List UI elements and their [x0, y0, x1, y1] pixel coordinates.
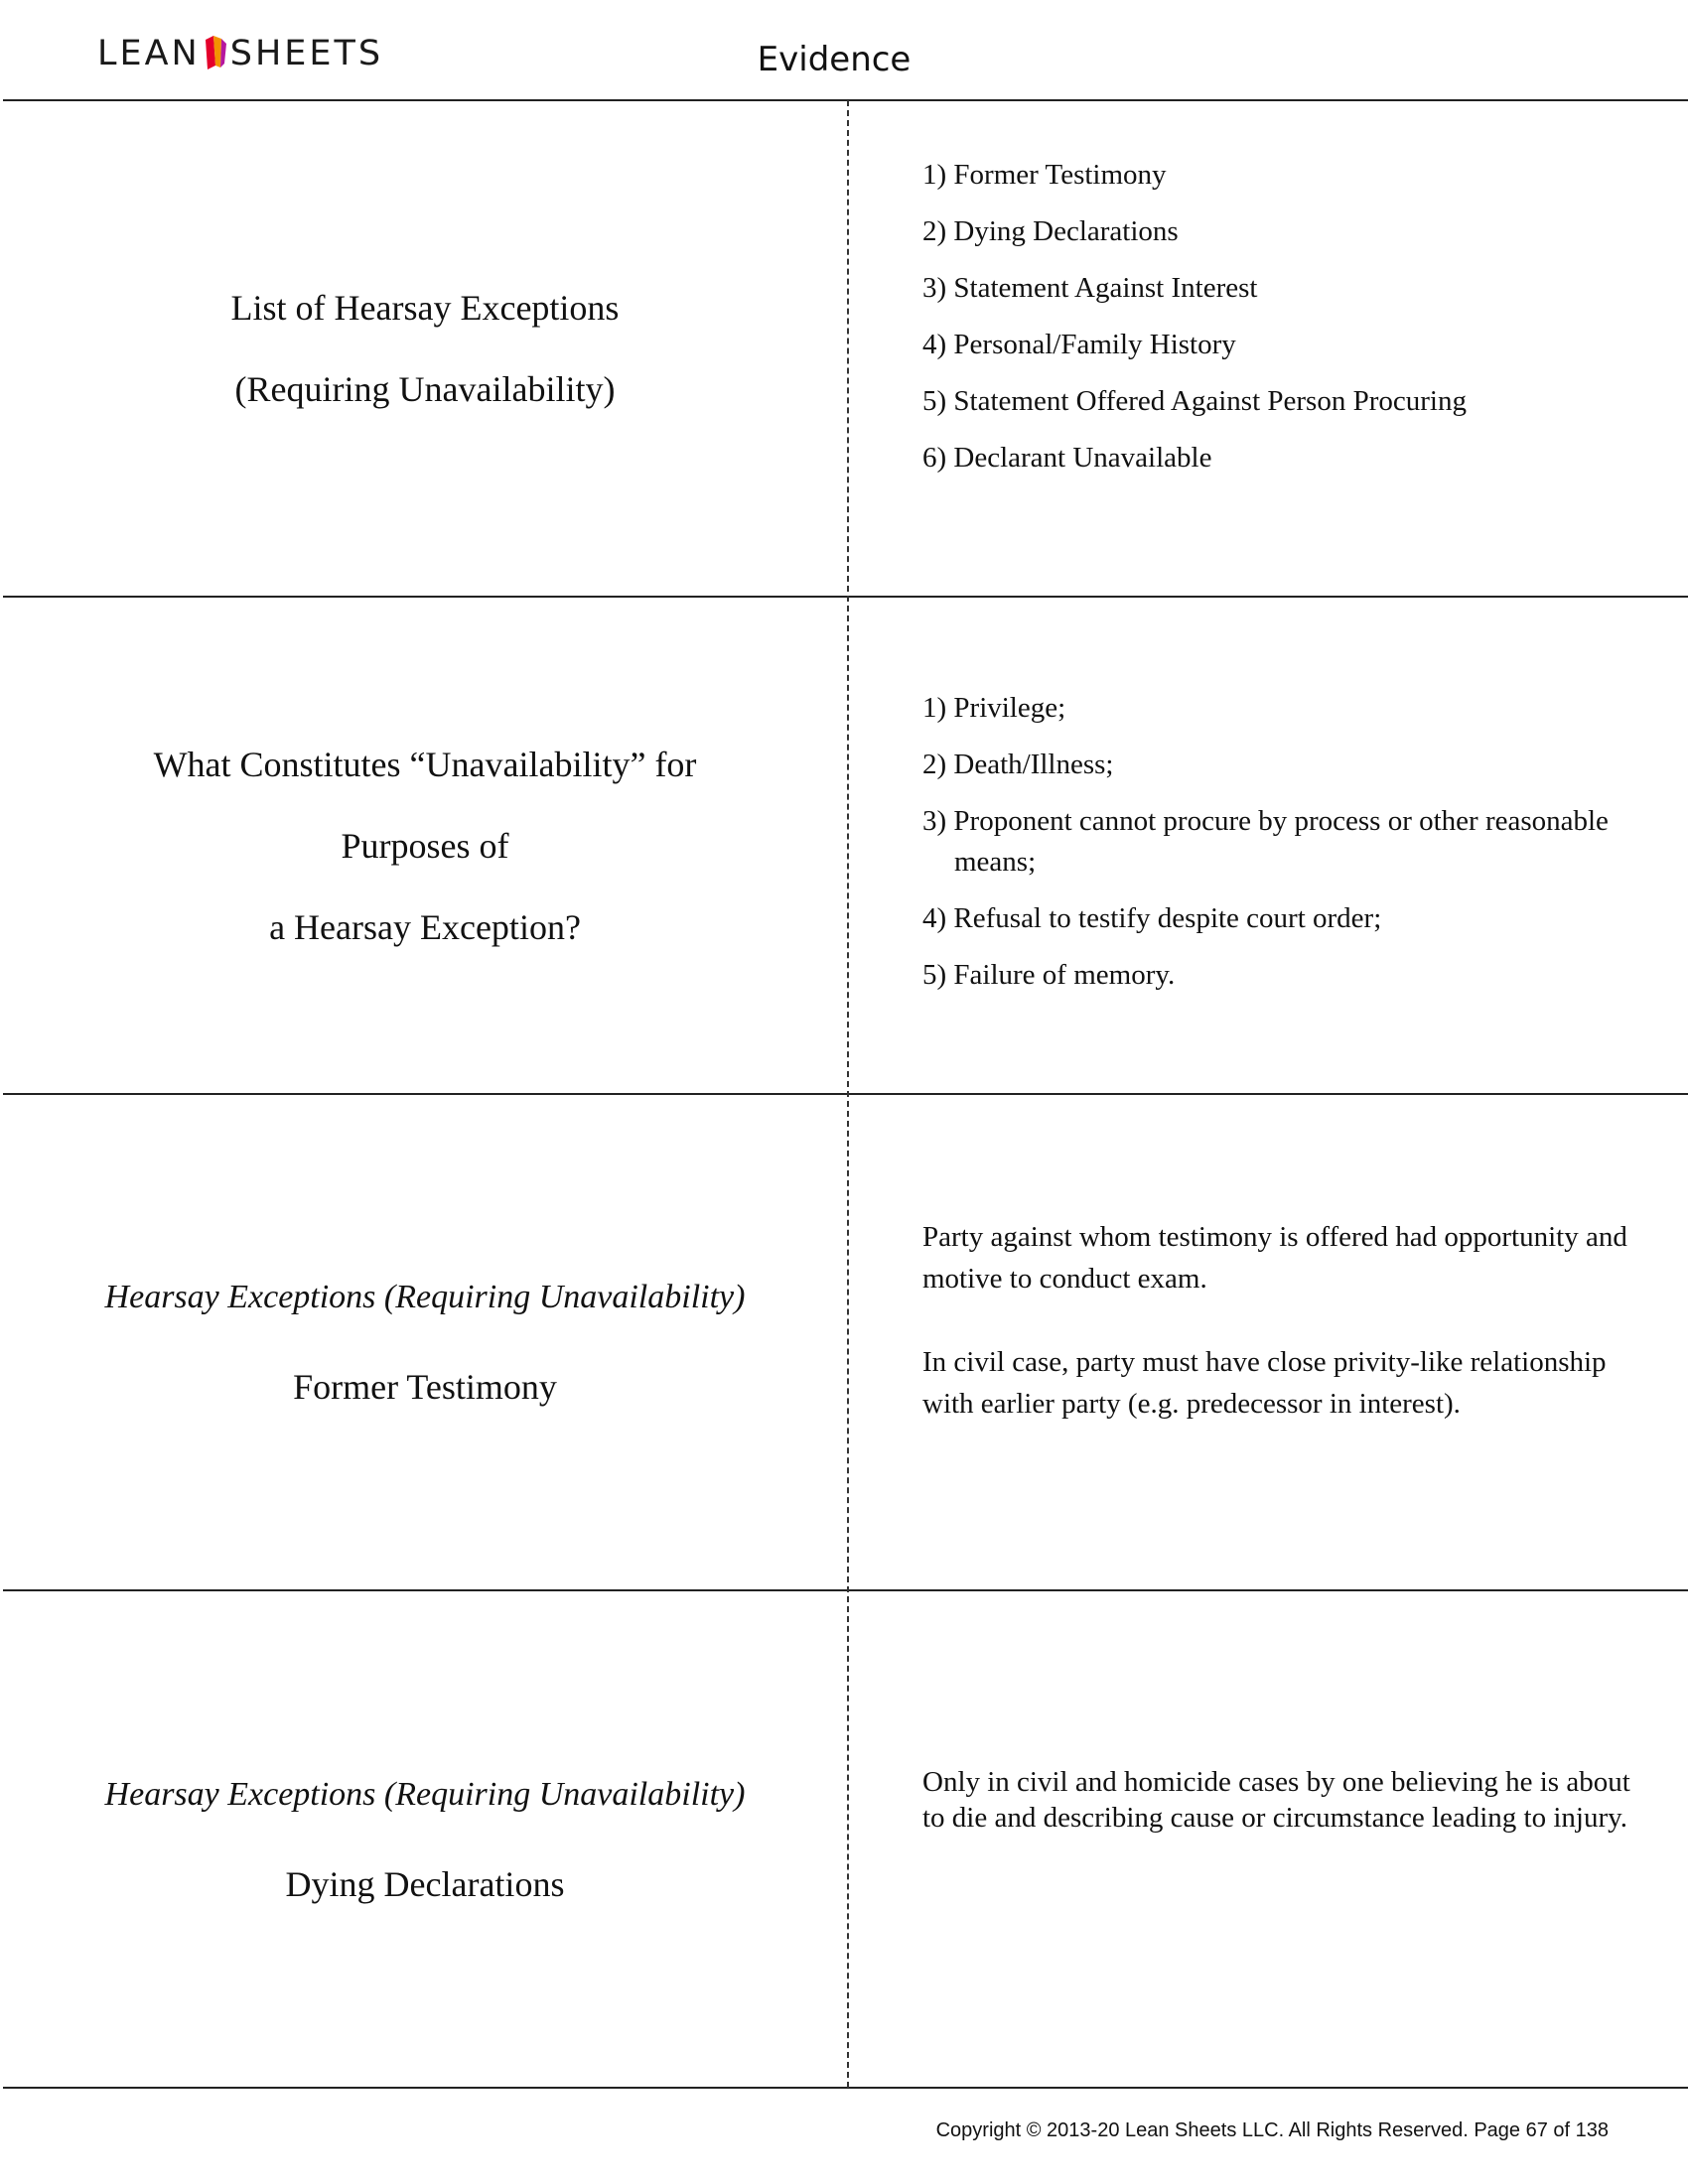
answer-list	[922, 155, 1637, 478]
topic-label: Dying Declarations	[285, 1863, 565, 1904]
list-item: 2) Death/Illness;	[922, 749, 1114, 780]
page-header	[0, 0, 1688, 100]
question-line: What Constitutes “Unavailability” for	[153, 744, 697, 784]
card-3-answer	[922, 1216, 1637, 1466]
answer-list	[922, 688, 1637, 996]
question-line: List of Hearsay Exceptions	[230, 288, 620, 328]
card-1-question	[3, 101, 847, 596]
list-item: 4) Refusal to testify despite court order;	[922, 902, 1382, 934]
question-line: Purposes of	[341, 825, 509, 866]
card-4-answer	[922, 1764, 1637, 1877]
answer-paragraph: Party against whom testimony is offered had opportunity and motive to conduct exam.	[922, 1221, 1627, 1295]
list-item: 4) Personal/Family History	[922, 329, 1236, 360]
list-item: 2) Dying Declarations	[922, 215, 1179, 247]
fold-line	[847, 100, 849, 2088]
list-item: 3) Statement Against Interest	[922, 272, 1258, 304]
list-item: 5) Statement Offered Against Person Procuring	[922, 385, 1467, 417]
copyright-footer: Copyright © 2013-20 Lean Sheets LLC. All Rights Reserved. Page 67 of 138	[935, 2119, 1609, 2141]
answer-paragraph: Only in civil and homicide cases by one believing he is about to die and describing cause or circumstance leading to injury.	[922, 1766, 1630, 1834]
answer-paragraph: In civil case, party must have close privity-like relationship with earlier party (e.g. predecessor in interest).	[922, 1346, 1607, 1420]
list-item: 3) Proponent cannot procure by process or other reasonable means;	[922, 805, 1609, 878]
list-item: 6) Declarant Unavailable	[922, 442, 1212, 474]
card-4-question	[3, 1591, 847, 2087]
topic-label: Former Testimony	[293, 1367, 557, 1407]
card-2-question	[3, 598, 847, 1093]
question-line: (Requiring Unavailability)	[234, 369, 616, 409]
list-item: 1) Former Testimony	[922, 159, 1167, 191]
logo-text-left: LEAN	[97, 34, 201, 73]
footer-divider	[3, 2087, 1688, 2089]
page-title: Evidence	[757, 40, 912, 79]
card-2-answer	[922, 688, 1637, 1012]
logo-text-right: SHEETS	[229, 34, 384, 73]
card-1-answer	[922, 155, 1637, 494]
list-item: 1) Privilege;	[922, 692, 1066, 724]
list-item: 5) Failure of memory.	[922, 959, 1176, 991]
category-label: Hearsay Exceptions (Requiring Unavailability)	[104, 1279, 746, 1315]
card-3-question	[3, 1095, 847, 1589]
question-line: a Hearsay Exception?	[269, 906, 581, 947]
category-label: Hearsay Exceptions (Requiring Unavailability)	[104, 1775, 746, 1813]
